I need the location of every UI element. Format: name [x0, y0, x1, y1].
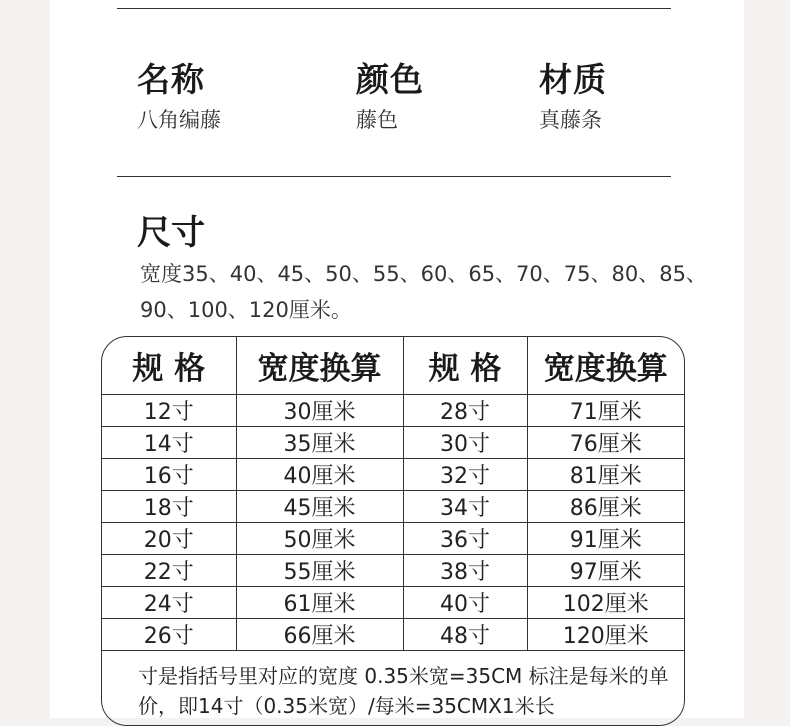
- table-cell: 66厘米: [236, 619, 403, 651]
- table-cell: 76厘米: [527, 427, 684, 459]
- table-cell: 36寸: [403, 523, 527, 555]
- middle-divider: [117, 176, 671, 177]
- table-cell: 20寸: [102, 523, 236, 555]
- table-row: [102, 459, 684, 491]
- table-cell: 45厘米: [236, 491, 403, 523]
- table-body: [102, 395, 684, 651]
- table-cell: 30厘米: [236, 395, 403, 427]
- table-row: [102, 523, 684, 555]
- table-cell: 55厘米: [236, 555, 403, 587]
- table-header-row: [102, 337, 684, 395]
- table-cell: 30寸: [403, 427, 527, 459]
- table-cell: 38寸: [403, 555, 527, 587]
- table-cell: 48寸: [403, 619, 527, 651]
- header-spec-1: 规 格: [102, 337, 236, 395]
- header-width-2: 宽度换算: [527, 337, 684, 395]
- color-value: 藤色: [356, 108, 398, 132]
- table-row: [102, 619, 684, 651]
- table-cell: 50厘米: [236, 523, 403, 555]
- size-table-box: [101, 336, 685, 726]
- table-cell: 40寸: [403, 587, 527, 619]
- size-description: 宽度35、40、45、50、55、60、65、70、75、80、85、90、100、120厘米。: [140, 262, 707, 322]
- size-title: 尺寸: [137, 213, 205, 253]
- table-note: 寸是指括号里对应的宽度 0.35米宽=35CM 标注是每米的单价，即14寸（0.35米宽）/每米=35CMX1米长: [138, 664, 669, 718]
- table-cell: 40厘米: [236, 459, 403, 491]
- table-cell: 18寸: [102, 491, 236, 523]
- material-value: 真藤条: [539, 108, 602, 132]
- table-row: [102, 491, 684, 523]
- header-width-1: 宽度换算: [236, 337, 403, 395]
- table-row: [102, 395, 684, 427]
- table-cell: 34寸: [403, 491, 527, 523]
- table-cell: 16寸: [102, 459, 236, 491]
- table-cell: 102厘米: [527, 587, 684, 619]
- header-spec-2: 规 格: [403, 337, 527, 395]
- table-cell: 32寸: [403, 459, 527, 491]
- table-cell: 26寸: [102, 619, 236, 651]
- table-cell: 120厘米: [527, 619, 684, 651]
- name-value: 八角编藤: [137, 108, 221, 132]
- table-cell: 61厘米: [236, 587, 403, 619]
- table-cell: 71厘米: [527, 395, 684, 427]
- table-cell: 28寸: [403, 395, 527, 427]
- table-row: [102, 555, 684, 587]
- table-cell: 14寸: [102, 427, 236, 459]
- table-cell: 22寸: [102, 555, 236, 587]
- table-cell: 97厘米: [527, 555, 684, 587]
- material-title: 材质: [539, 60, 607, 99]
- table-cell: 35厘米: [236, 427, 403, 459]
- table-cell: 12寸: [102, 395, 236, 427]
- color-title: 颜色: [356, 60, 424, 99]
- table-cell: 81厘米: [527, 459, 684, 491]
- table-cell: 86厘米: [527, 491, 684, 523]
- table-row: [102, 587, 684, 619]
- table-cell: 24寸: [102, 587, 236, 619]
- name-title: 名称: [137, 60, 205, 99]
- table-cell: 91厘米: [527, 523, 684, 555]
- table-row: [102, 427, 684, 459]
- size-table: [102, 337, 684, 651]
- top-divider: [117, 8, 671, 9]
